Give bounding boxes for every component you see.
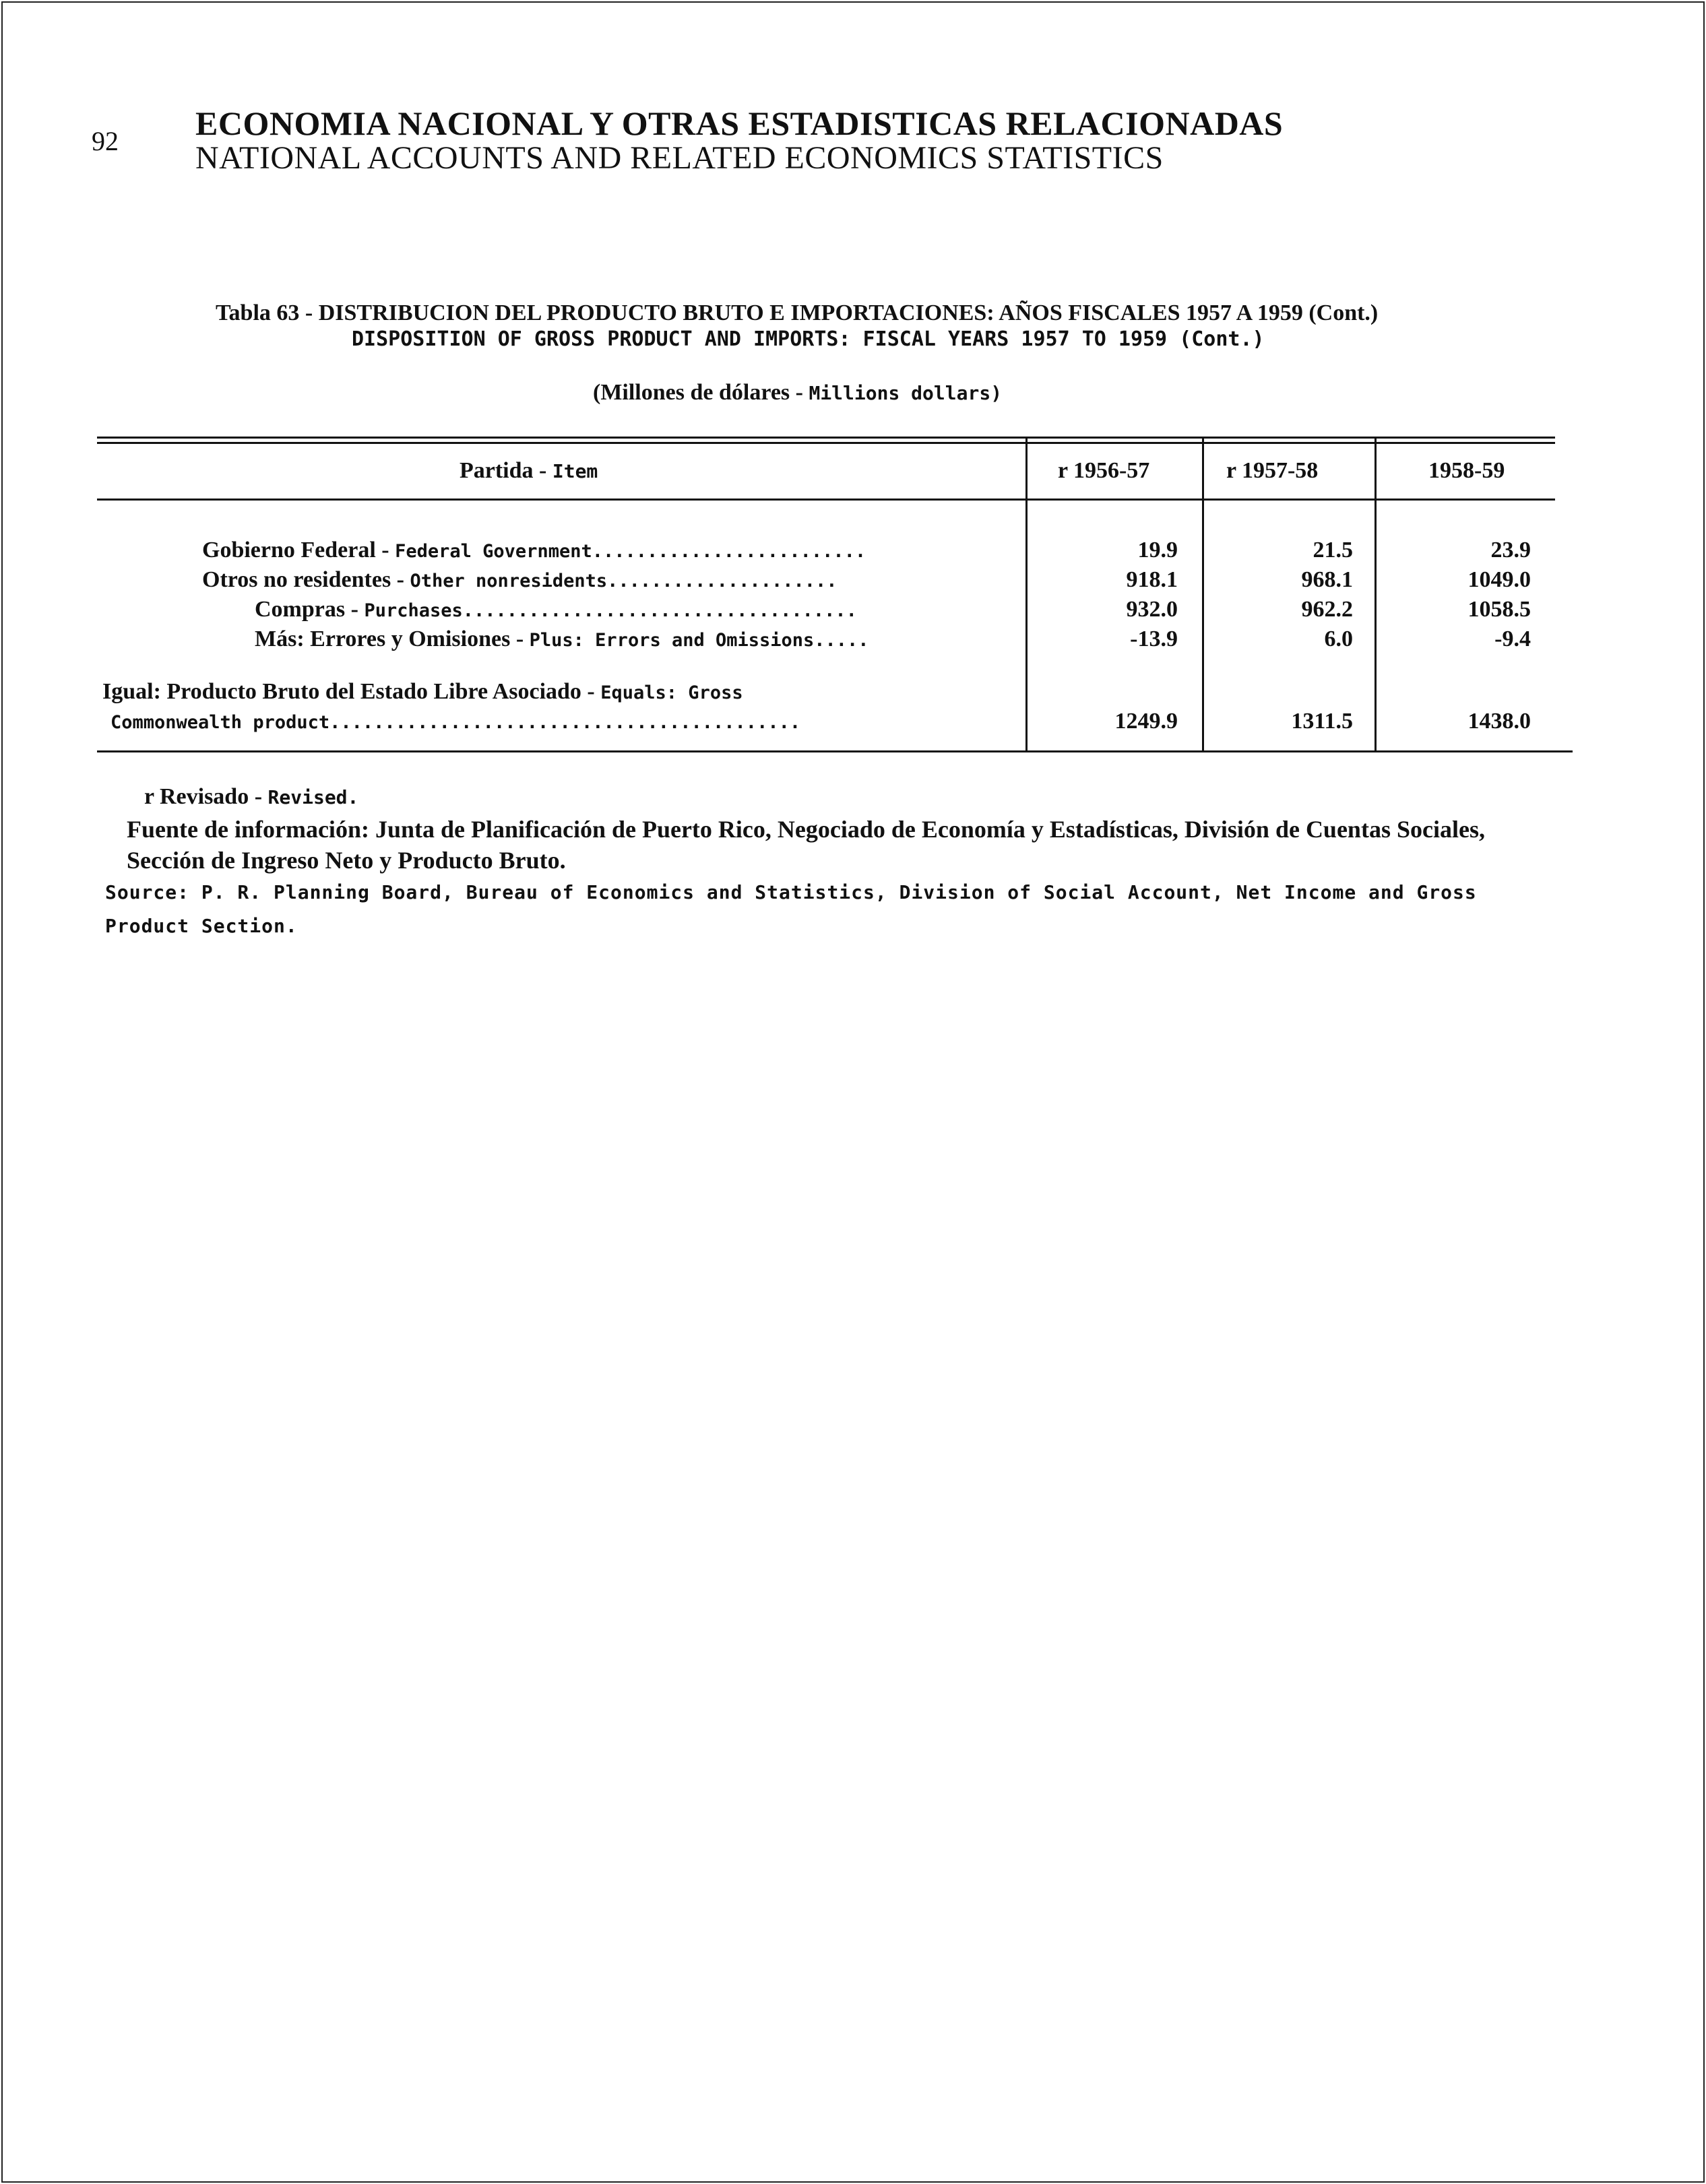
cell-1957-58: 1311.5	[1291, 709, 1353, 734]
column-header-1956-57: r 1956-57	[1058, 458, 1150, 483]
table-row	[0, 627, 1706, 655]
cell-1958-59: 1058.5	[1467, 597, 1531, 622]
row-label-es: Más: Errores y Omisiones -	[255, 627, 530, 651]
revised-note	[144, 784, 358, 810]
units-english: Millions dollars)	[809, 382, 1003, 404]
column-header-item-es: Partida -	[460, 458, 552, 483]
row-label-en: Purchases....................................	[364, 600, 857, 621]
cell-1957-58: 968.1	[1301, 567, 1353, 592]
row-label-en: Commonwealth product...........................................	[110, 712, 801, 733]
cell-1958-59: 1438.0	[1467, 709, 1531, 734]
page-header	[195, 105, 1283, 175]
row-label-en: Federal Government.........................	[395, 541, 866, 562]
table-row	[0, 709, 1706, 737]
column-header-item-en: Item	[552, 460, 598, 482]
table-title-text: Tabla 63 - DISTRIBUCION DEL PRODUCTO BRUTO E IMPORTACIONES: AÑOS FISCALES 1957 A 1959	[216, 300, 1303, 325]
column-header-1958-59: 1958-59	[1428, 458, 1505, 483]
row-label-es: Compras -	[255, 597, 365, 622]
row-label-en: Other nonresidents.....................	[410, 571, 838, 591]
row-label	[202, 567, 837, 593]
row-label-en: Equals: Gross	[600, 682, 743, 703]
header-spanish: ECONOMIA NACIONAL Y OTRAS ESTADISTICAS RELACIONADAS	[195, 104, 1284, 142]
row-label	[255, 597, 857, 622]
row-label-es: Igual: Producto Bruto del Estado Libre Asociado -	[102, 679, 601, 704]
table-title-english: DISPOSITION OF GROSS PRODUCT AND IMPORTS: FISCAL YEARS 1957 TO 1959 (Cont.)	[352, 327, 1265, 351]
row-label	[110, 709, 800, 734]
units-spanish: (Millones de dólares -	[593, 380, 809, 405]
cell-1958-59: -9.4	[1494, 627, 1531, 651]
table-top-rule-2	[97, 442, 1555, 444]
cell-1956-57: 932.0	[1126, 597, 1178, 622]
table-bottom-rule	[97, 750, 1573, 752]
row-label	[202, 538, 866, 563]
table-title-spanish	[216, 300, 1378, 326]
column-header-1957-58: r 1957-58	[1226, 458, 1319, 483]
cell-1957-58: 6.0	[1324, 627, 1353, 651]
page-number: 92	[92, 126, 119, 156]
table-units	[593, 380, 1002, 406]
cell-1956-57: 1249.9	[1114, 709, 1178, 734]
source-spanish: Fuente de información: Junta de Planificación de Puerto Rico, Negociado de Economía y Estadísticas, División de Cuentas Sociales, Sección de Ingreso Neto y Producto Bruto.	[127, 816, 1485, 874]
source-english: Source: P. R. Planning Board, Bureau of Economics and Statistics, Division of Social Account, Net Income and Gross Product Section.	[105, 881, 1477, 937]
table-header-rule	[97, 499, 1555, 501]
table-row	[0, 679, 1706, 707]
header-english: NATIONAL ACCOUNTS AND RELATED ECONOMICS STATISTICS	[195, 140, 1164, 176]
table-row	[0, 538, 1706, 566]
revised-note-es: r Revisado -	[144, 784, 268, 809]
table-row	[0, 597, 1706, 625]
row-label-en: Plus: Errors and Omissions.....	[529, 630, 869, 651]
table-title-suffix: (Cont.)	[1308, 300, 1379, 325]
cell-1956-57: 19.9	[1137, 538, 1178, 563]
cell-1958-59: 1049.0	[1467, 567, 1531, 592]
table-top-rule	[97, 437, 1555, 439]
cell-1956-57: 918.1	[1126, 567, 1178, 592]
table-row	[0, 567, 1706, 596]
cell-1957-58: 21.5	[1313, 538, 1353, 563]
row-label	[102, 679, 743, 705]
row-label-es: Gobierno Federal -	[202, 538, 396, 563]
cell-1957-58: 962.2	[1301, 597, 1353, 622]
column-header-item	[460, 458, 598, 484]
row-label	[255, 627, 869, 652]
cell-1956-57: -13.9	[1130, 627, 1178, 651]
revised-note-en: Revised.	[267, 786, 359, 808]
row-label-es: Otros no residentes -	[202, 567, 410, 592]
cell-1958-59: 23.9	[1490, 538, 1531, 563]
